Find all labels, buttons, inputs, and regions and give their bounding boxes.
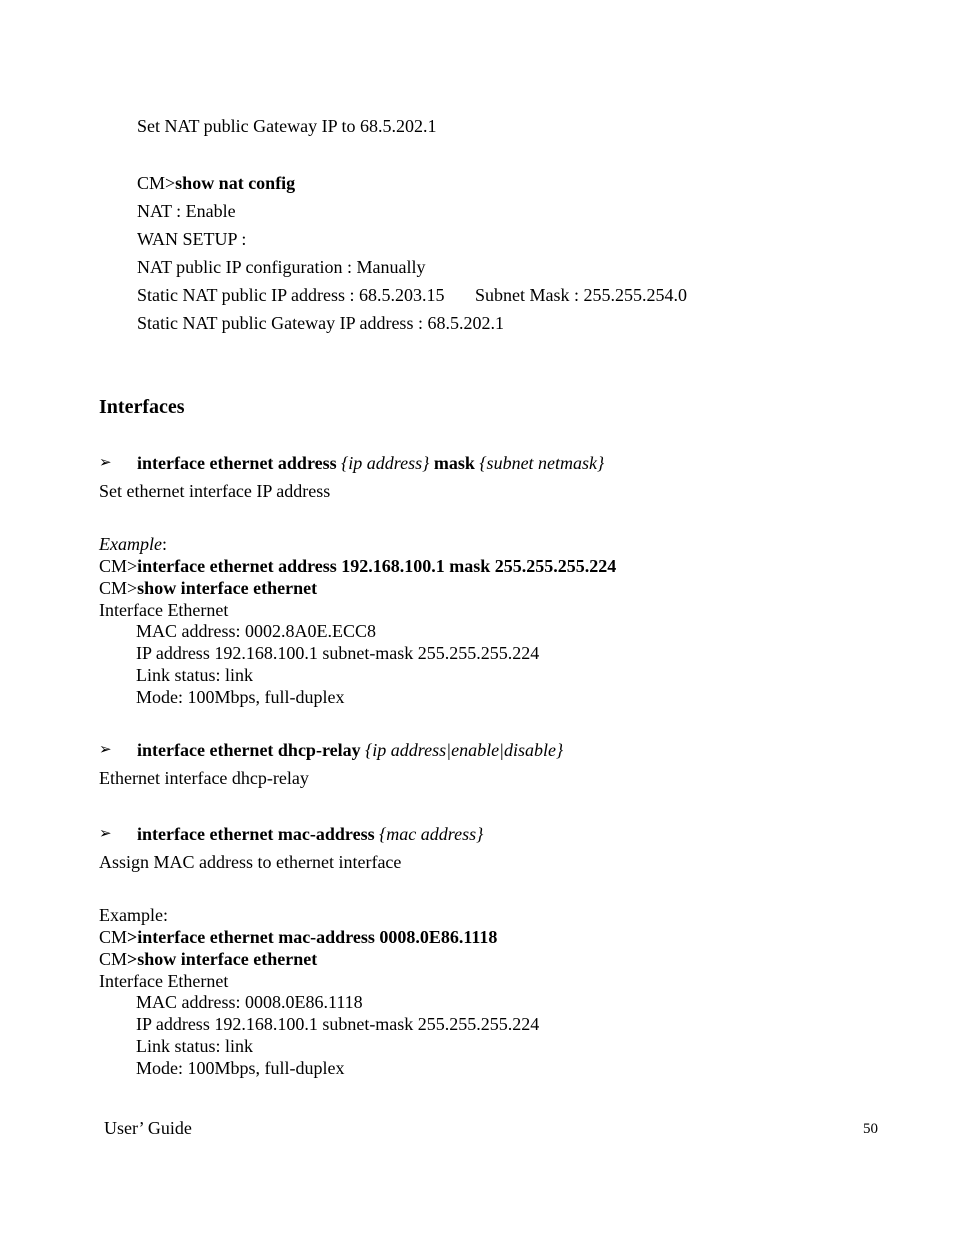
output-line: IP address 192.168.100.1 subnet-mask 255.255.255.224: [136, 1014, 540, 1034]
output-line: Link status: link: [136, 1036, 253, 1056]
example-label: Example:: [99, 534, 167, 554]
output-line: Link status: link: [136, 665, 253, 685]
example-command: CM>show interface ethernet: [99, 578, 318, 598]
output-title: Interface Ethernet: [99, 600, 229, 620]
nat-static-gateway: Static NAT public Gateway IP address : 68.5.202.1: [137, 313, 504, 333]
syntax-keyword: mask: [433, 453, 475, 473]
syntax-param: {mac address}: [379, 824, 484, 844]
nat-output-line: WAN SETUP :: [137, 229, 247, 249]
nat-show-command: [137, 172, 295, 194]
syntax-keyword: interface ethernet mac-address: [137, 824, 375, 844]
syntax-param: {ip address}: [341, 453, 430, 473]
command-description: Ethernet interface dhcp-relay: [99, 768, 309, 788]
output-title: Interface Ethernet: [99, 971, 229, 991]
command-description: Set ethernet interface IP address: [99, 481, 331, 501]
nat-set-gateway: Set NAT public Gateway IP to 68.5.202.1: [137, 116, 437, 136]
command-syntax: [137, 739, 563, 761]
syntax-keyword: interface ethernet dhcp-relay: [137, 740, 361, 760]
bullet-arrow-icon: ➢: [99, 455, 112, 471]
cli-prompt: CM>: [137, 173, 176, 193]
command-description: Assign MAC address to ethernet interface: [99, 852, 402, 872]
bullet-arrow-icon: ➢: [99, 742, 112, 758]
nat-output-line: NAT : Enable: [137, 201, 236, 221]
footer-title: User’ Guide: [104, 1118, 192, 1138]
section-heading: Interfaces: [99, 396, 185, 418]
command-syntax: [137, 452, 604, 474]
output-line: Mode: 100Mbps, full-duplex: [136, 1058, 345, 1078]
page-number: 50: [863, 1121, 878, 1137]
command-syntax: [137, 823, 483, 845]
example-command: CM>show interface ethernet: [99, 949, 318, 969]
syntax-param: {subnet netmask}: [479, 453, 605, 473]
example-command: CM>interface ethernet address 192.168.100.1 mask 255.255.255.224: [99, 556, 617, 576]
nat-output-line: NAT public IP configuration : Manually: [137, 257, 426, 277]
output-line: IP address 192.168.100.1 subnet-mask 255.255.255.224: [136, 643, 540, 663]
example-label: Example:: [99, 905, 168, 925]
nat-subnet-mask: Subnet Mask : 255.255.254.0: [475, 285, 688, 305]
bullet-arrow-icon: ➢: [99, 826, 112, 842]
example-command: CM>interface ethernet mac-address 0008.0E86.1118: [99, 927, 498, 947]
syntax-param: {ip address|enable|disable}: [365, 740, 564, 760]
output-line: MAC address: 0002.8A0E.ECC8: [136, 621, 376, 641]
output-line: MAC address: 0008.0E86.1118: [136, 992, 363, 1012]
nat-static-ip: Static NAT public IP address : 68.5.203.15: [137, 285, 445, 305]
syntax-keyword: interface ethernet address: [137, 453, 337, 473]
cli-command: show nat config: [175, 173, 296, 193]
output-line: Mode: 100Mbps, full-duplex: [136, 687, 345, 707]
